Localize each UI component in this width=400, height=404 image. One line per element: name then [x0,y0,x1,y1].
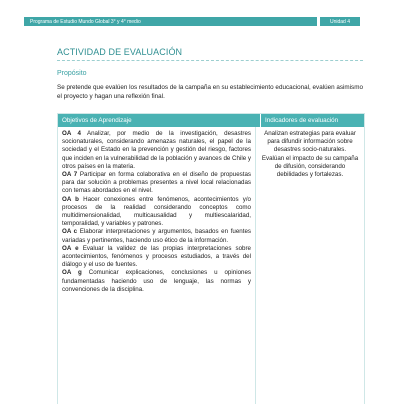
objective-text: Hacer conexiones entre fenómenos, acontecimientos y/o procesos de la realidad considerando conceptos como multidimensionalidad, multicausalidad y multiescalaridad, temporalidad, y variables y patrones. [62,195,251,228]
objective-code: OA g [62,269,82,277]
objective-code: OA 4 [62,130,81,137]
table-body-row [58,127,364,404]
objective-code: OA c [62,228,78,236]
objective-code: OA e [62,244,79,252]
objective-code: OA b [62,195,79,203]
table-header-row [58,114,364,127]
objective-item [62,130,251,171]
title-divider [57,60,363,61]
objective-text: Comunicar explicaciones, conclusiones u opiniones fundamentadas haciendo uso de lenguaje, las normas y convenciones de la disciplina. [62,269,251,293]
intro-paragraph: Se pretende que evalúen los resultados de la campaña en su establecimiento educacional, evalúen asimismo el proyecto y hagan una reflexión final. [57,84,363,100]
page-title: ACTIVIDAD DE EVALUACIÓN [57,47,183,57]
objective-item [62,269,251,294]
unit-label: Unidad 4 [329,18,350,25]
objective-text: Analizar, por medio de la investigación, desastres socionaturales, considerando amenazas naturales, el papel de la sociedad y el Estado en la prevención y gestión del riesgo, factores que inciden en la vulnerabilidad de la población y avances de Chile y otros países en la materia. [62,130,251,170]
unit-badge [320,17,360,26]
objectives-cell [58,127,256,404]
section-subtitle: Propósito [57,70,87,77]
objective-text: Elaborar interpretaciones y argumentos, basados en fuentes variadas y pertinentes, haciendo uso ético de la información. [62,228,251,244]
objective-item [62,245,251,270]
indicators-cell [256,127,364,404]
indicator-item: Analizan estrategias para evaluar para difundir información sobre desastres socio-naturales. [264,130,356,154]
indicator-item: Evalúan el impacto de su campaña de difusión, considerando debilidades y fortalezas. [261,154,359,179]
objectives-column-header: Objetivos de Aprendizaje [58,114,261,127]
program-banner [24,17,317,26]
header-bar [24,17,360,26]
objective-item [62,171,251,196]
program-title: Programa de Estudio Mundo Global 3° y 4° medio [30,18,141,25]
indicators-column-header: Indicadores de evaluación [265,117,339,124]
objective-item [62,196,251,229]
objective-code: OA 7 [62,171,78,179]
objective-item [62,228,251,244]
objective-text: Participar en forma colaborativa en el diseño de propuestas para dar solución a problemas presentes a nivel local relacionadas con temas abordados en el nivel. [62,171,251,195]
evaluation-table [57,113,365,404]
objective-text: Evaluar la validez de las propias interpretaciones sobre acontecimientos, fenómenos y procesos estudiados, a través del diálogo y el uso de fuentes. [62,244,251,269]
